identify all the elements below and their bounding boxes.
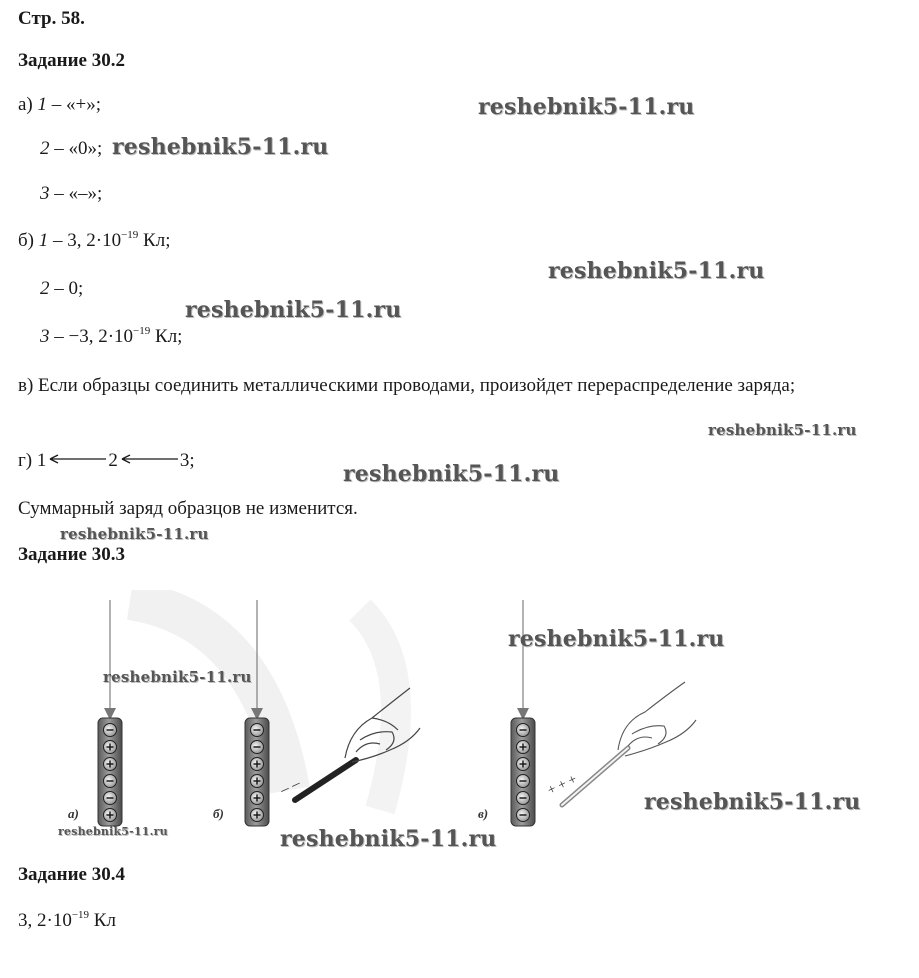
minus-charge-icon	[517, 775, 530, 788]
answer-30-4	[18, 910, 116, 932]
answer-g-n3: 3;	[179, 450, 195, 471]
answer-b3-unit: Кл;	[155, 326, 183, 347]
watermark: reshebnik5-11.ru	[644, 789, 861, 815]
plus-charge-icon	[251, 758, 264, 771]
watermark: reshebnik5-11.ru	[60, 525, 209, 543]
watermark: reshebnik5-11.ru	[112, 134, 329, 160]
plus-charge-icon	[251, 809, 264, 822]
rod-plus-signs: + + +	[545, 772, 580, 799]
minus-charge-icon	[104, 792, 117, 805]
hand-v-icon	[618, 682, 696, 756]
answer-b1-unit: Кл;	[143, 230, 171, 251]
minus-charge-icon	[251, 724, 264, 737]
answer-a3-value: – «–»;	[54, 183, 103, 204]
answer-a2-num: 2	[40, 138, 50, 159]
answer-b2-num: 2	[40, 278, 50, 299]
page-number: Стр. 58.	[18, 8, 85, 29]
answer-a3-num: 3	[40, 183, 50, 204]
answer-v: в) Если образцы соединить металлическими проводами, произойдет перераспределение заряда;	[18, 375, 796, 396]
answer-a2-value: – «0»;	[54, 138, 103, 159]
watermark: reshebnik5-11.ru	[708, 421, 857, 439]
plus-charge-icon	[517, 741, 530, 754]
rod-minus-signs: – –	[277, 774, 303, 799]
answer-b1-exponent: −19	[121, 229, 139, 241]
minus-charge-icon	[517, 792, 530, 805]
watermark: reshebnik5-11.ru	[185, 297, 402, 323]
watermark: reshebnik5-11.ru	[343, 461, 560, 487]
plus-charge-icon	[251, 775, 264, 788]
answer-b3-exponent: −19	[133, 325, 151, 337]
answer-a1-value: – «+»;	[51, 94, 102, 115]
watermark: reshebnik5-11.ru	[508, 626, 725, 652]
answer-30-4-exponent: −19	[71, 909, 90, 921]
arrow-left-icon	[46, 453, 108, 465]
answer-b2-value: – 0;	[54, 278, 84, 299]
minus-charge-icon	[104, 724, 117, 737]
plus-charge-icon	[104, 809, 117, 822]
plus-charge-icon	[251, 792, 264, 805]
answer-b3-num: 3	[40, 326, 50, 347]
minus-charge-icon	[104, 775, 117, 788]
answer-g-n2: 2	[108, 450, 118, 471]
answer-g-prefix: г)	[18, 450, 33, 471]
answer-g	[18, 450, 195, 472]
answer-a-2	[40, 138, 102, 160]
answer-b1-num: 1	[38, 230, 49, 251]
answer-a1-num: 1	[37, 94, 48, 115]
label-a: а)	[68, 806, 79, 821]
answer-a-3	[40, 183, 102, 205]
answer-g-n1: 1	[36, 450, 47, 471]
answer-b-prefix: б)	[18, 230, 34, 251]
watermark: reshebnik5-11.ru	[548, 258, 765, 284]
plus-charge-icon	[104, 758, 117, 771]
minus-charge-icon	[251, 741, 264, 754]
arrow-left-icon	[118, 453, 180, 465]
watermark: reshebnik5-11.ru	[280, 826, 497, 852]
answer-a-1	[18, 94, 101, 116]
task-30-3-title: Задание 30.3	[18, 544, 125, 565]
minus-charge-icon	[517, 724, 530, 737]
summary-text: Суммарный заряд образцов не изменится.	[18, 498, 358, 519]
answer-30-4-value: 3, 2·10	[18, 910, 72, 931]
answer-b-3	[40, 326, 182, 348]
plus-charge-icon	[104, 741, 117, 754]
task-30-4-title: Задание 30.4	[18, 864, 125, 885]
answer-30-4-unit: Кл	[93, 910, 116, 931]
answer-b-2	[40, 278, 83, 300]
label-v: в)	[478, 806, 489, 821]
watermark: reshebnik5-11.ru	[103, 668, 252, 686]
answer-b1-value: – 3, 2·10	[53, 230, 122, 251]
plus-charge-icon	[517, 758, 530, 771]
answer-a-prefix: а)	[18, 94, 33, 115]
label-b: б)	[213, 806, 224, 821]
minus-charge-icon	[517, 809, 530, 822]
watermark: reshebnik5-11.ru	[478, 94, 695, 120]
answer-b3-value: – −3, 2·10	[54, 326, 134, 347]
answer-b-1	[18, 230, 170, 252]
watermark: reshebnik5-11.ru	[58, 825, 168, 838]
task-30-2-title: Задание 30.2	[18, 50, 125, 71]
